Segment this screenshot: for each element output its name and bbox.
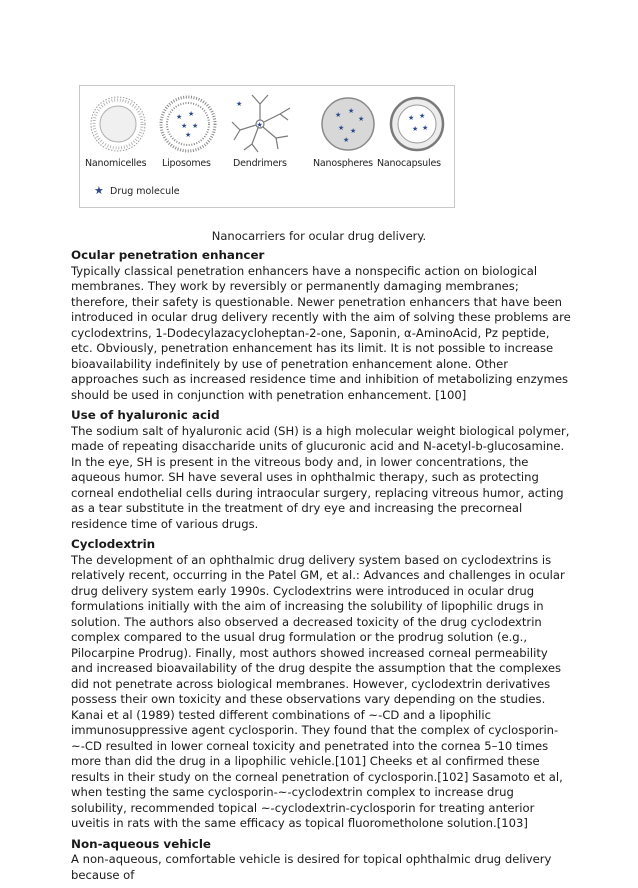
figure-label-nanomicelles: Nanomicelles: [85, 158, 147, 169]
liposome-drawing: [161, 97, 215, 151]
svg-text:★: ★: [419, 112, 426, 120]
svg-text:★: ★: [185, 131, 192, 139]
figure-label-nanospheres: Nanospheres: [313, 158, 373, 169]
drug-molecule-star-icon: ★: [94, 184, 104, 197]
svg-text:★: ★: [236, 100, 243, 108]
figure-label-dendrimers: Dendrimers: [233, 158, 287, 169]
figure-label-nanocapsules: Nanocapsules: [377, 158, 441, 169]
section-body-penetration-enhancer: Typically classical penetration enhancers have a nonspecific action on biological membranes. They work by reversibly or permanently damaging membranes; therefore, their safety is questionable. Newer penetration enhancers that have been introduced in ocular drug delivery recently with the aim of solving these problems are cyclodextrins, 1-Dodecylazacycloheptan-2-one, Saponin, α-AminoAcid, Pz peptide, etc. Obviously, penetration enhancement has its limit. It is not possible to increase bioavailability indefinitely by use of penetration enhancement alone. Other approaches such as increased residence time and inhibition of metabolizing enzymes should be used in conjunction with penetration enhancement. [100]: [71, 263, 571, 402]
section-heading-non-aqueous-vehicle: Non-aqueous vehicle: [71, 836, 211, 851]
svg-text:★: ★: [335, 111, 342, 119]
section-body-cyclodextrin: The development of an ophthalmic drug delivery system based on cyclodextrins is relatively recent, occurring in the Patel GM, et al.: Advances and challenges in ocular drug delivery system early 1990s. Cyclodextrins were introduced in ocular drug formulations initially with the aim of increasing the solubility of lipophilic drugs in solution. The authors also observed a decreased toxicity of the drug cyclodextrin complex compared to the usual drug formulation or the prodrug solution (e.g., Pilocarpine Prodrug). Finally, most authors showed increased corneal permeability and increased bioavailability of the drug despite the assumption that the complexes did not penetrate across biological membranes. However, cyclodextrin derivatives possess their own toxicity and these observations vary depending on the studies. Kanai et al (1989) tested different combinations of ~-CD and a lipophilic immunosuppressive agent cyclosporin. They found that the complex of cyclosporin-~-CD resulted in lower corneal toxicity and penetrated into the cornea 5–10 times more than did the drug in a lipophilic vehicle.[101] Cheeks et al confirmed these results in their study on the corneal penetration of cyclosporin.[102] Sasamoto et al, when testing the same cyclosporin-~-cyclodextrin complex to increase drug solubility, recommended topical ~-cyclodextrin-cyclosporin for treating anterior uveitis in rats with the same efficacy as topical fluorometholone solution.[103]: [71, 552, 565, 830]
figure-label-liposomes: Liposomes: [162, 158, 211, 169]
svg-text:★: ★: [408, 114, 415, 122]
section-heading-hyaluronic-acid: Use of hyaluronic acid: [71, 408, 220, 422]
svg-text:★: ★: [176, 113, 183, 121]
nanosphere-drawing: [322, 98, 374, 150]
svg-text:★: ★: [358, 115, 365, 123]
section-heading-penetration-enhancer: Ocular penetration enhancer: [71, 248, 265, 262]
nanomicelle-drawing: [91, 97, 145, 151]
section-body-non-aqueous-vehicle: A non-aqueous, comfortable vehicle is desired for topical ophthalmic drug delivery because of: [71, 852, 552, 882]
svg-text:★: ★: [181, 122, 188, 130]
section-body-hyaluronic-acid: The sodium salt of hyaluronic acid (SH) is a high molecular weight biological polymer, made of repeating disaccharide units of glucuronic acid and N-acetyl-b-glucosamine. In the eye, SH is present in the vitreous body and, in lower concentrations, the aqueous humor. SH have several uses in ophthalmic therapy, such as protecting corneal endothelial cells during intraocular surgery, replacing vitreous humor, acting as a tear substitute in the treatment of dry eye and increasing the precorneal residence time of various drugs.: [71, 423, 570, 531]
svg-text:★: ★: [192, 122, 199, 130]
nanocarriers-figure: [79, 85, 455, 208]
svg-text:★: ★: [338, 124, 345, 132]
section-heading-cyclodextrin: Cyclodextrin: [71, 537, 156, 551]
svg-text:★: ★: [350, 127, 357, 135]
svg-text:★: ★: [188, 110, 195, 118]
dendrimer-drawing: [232, 95, 290, 152]
figure-caption: Nanocarriers for ocular drug delivery.: [211, 229, 427, 243]
nanocapsule-drawing: [391, 98, 443, 150]
svg-text:★: ★: [343, 136, 350, 144]
svg-text:★: ★: [256, 121, 263, 129]
svg-text:★: ★: [348, 107, 355, 115]
svg-text:★: ★: [412, 125, 419, 133]
figure-legend: Drug molecule: [110, 186, 180, 197]
article-body: [71, 248, 571, 888]
svg-text:★: ★: [422, 124, 429, 132]
